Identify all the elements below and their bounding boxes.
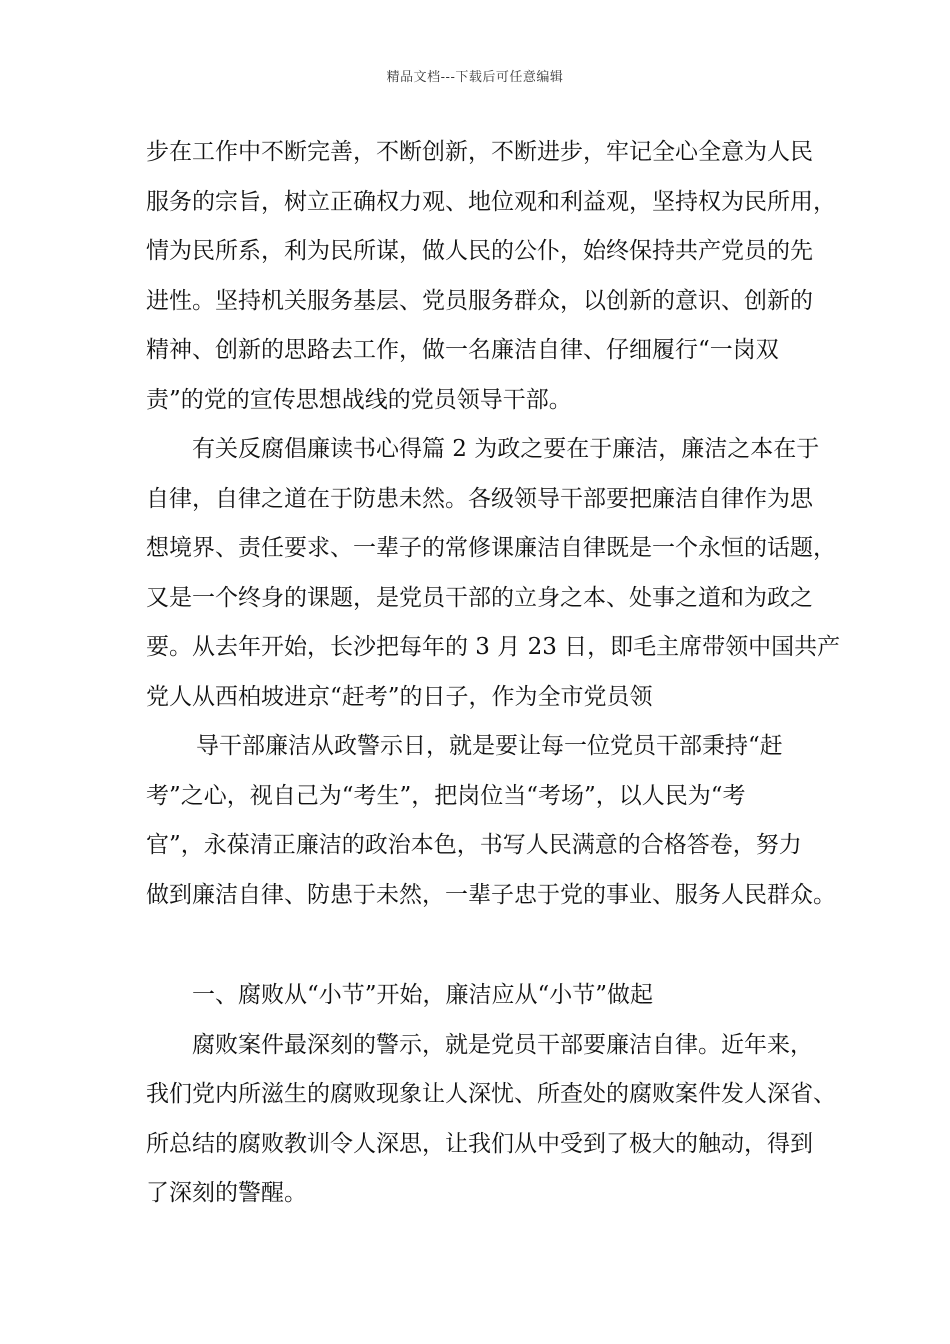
section-heading: 一、腐败从“小节”开始，廉洁应从“小节”做起 (192, 982, 654, 1008)
paragraph-4 (146, 1021, 836, 1219)
section-spacer (146, 920, 826, 971)
text-line: 要。从去年开始，长沙把每年的 3 月 23 日，即毛主席带领中国共产 (146, 634, 841, 660)
text-line: 做到廉洁自律、防患于未然，一辈子忠于党的事业、服务人民群众。 (146, 881, 836, 908)
text-line: 所总结的腐败教训令人深思，让我们从中受到了极大的触动，得到 (146, 1130, 813, 1157)
text-line: 进性。坚持机关服务基层、党员服务群众，以创新的意识、创新的 (146, 287, 813, 314)
text-line: 情为民所系，利为民所谋，做人民的公仆，始终保持共产党员的先 (146, 238, 813, 264)
text-line: 责”的党的宣传思想战线的党员领导干部。 (146, 386, 572, 413)
page-header: 精品文档---下载后可任意编辑 (386, 70, 564, 85)
text-line: 服务的宗旨，树立正确权力观、地位观和利益观，坚持权为民所用， (146, 188, 836, 215)
text-line: 我们党内所滋生的腐败现象让人深忧、所查处的腐败案件发人深省、 (146, 1081, 836, 1107)
paragraph-1 (146, 128, 836, 425)
paragraph-2 (146, 425, 841, 722)
text-line: 导干部廉洁从政警示日，就是要让每一位党员干部秉持“赶 (196, 733, 783, 759)
text-line: 步在工作中不断完善，不断创新，不断进步，牢记全心全意为人民 (146, 139, 813, 165)
text-line: 腐败案件最深刻的警示，就是党员干部要廉洁自律。近年来， (192, 1031, 813, 1058)
text-line: 考”之心，视自己为“考生”，把岗位当“考场”，以人民为“考 (146, 782, 746, 809)
text-line: 又是一个终身的课题，是党员干部的立身之本、处事之道和为政之 (146, 584, 813, 611)
text-line: 想境界、责任要求、一辈子的常修课廉洁自律既是一个永恒的话题， (146, 535, 836, 561)
text-line: 精神、创新的思路去工作，做一名廉洁自律、仔细履行“一岗双 (146, 337, 779, 363)
text-line: 官”，永葆清正廉洁的政治本色，书写人民满意的合格答卷，努力 (146, 832, 802, 858)
text-line: 了深刻的警醒。 (146, 1180, 307, 1206)
document-body (146, 128, 841, 1219)
text-line: 自律，自律之道在于防患未然。各级领导干部要把廉洁自律作为思 (146, 485, 813, 512)
text-line: 党人从西柏坡进京“赶考”的日子，作为全市党员领 (146, 683, 653, 710)
text-line: 有关反腐倡廉读书心得篇 2 为政之要在于廉洁，廉洁之本在于 (192, 436, 820, 462)
paragraph-3 (146, 722, 836, 920)
